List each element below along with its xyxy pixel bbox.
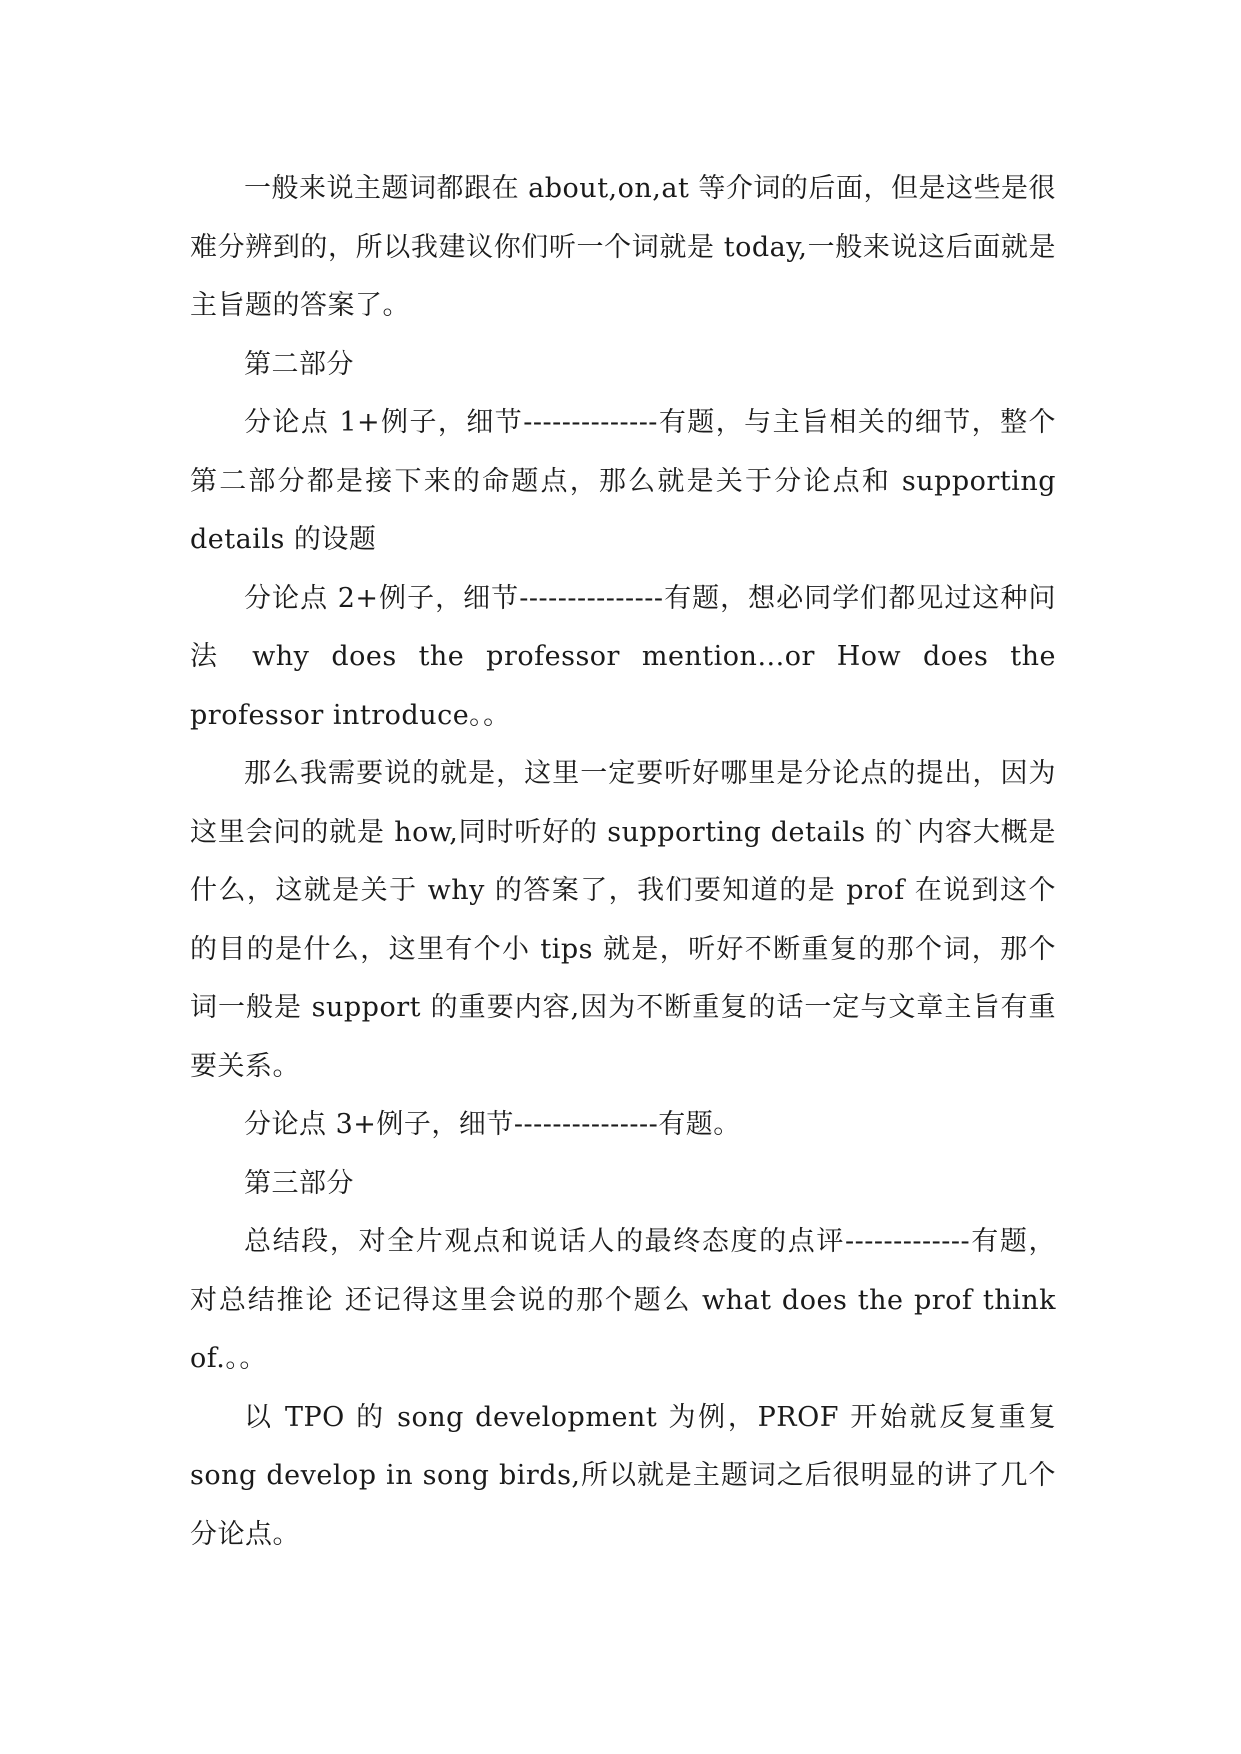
section-heading-part-three: 第三部分 [244,1167,354,1199]
paragraph-example: 以 TPO 的 song development 为例，PROF 开始就反复重复 song develop in song birds,所以就是主题词之后很明显的讲了几个分论点。 [190,1401,1056,1550]
paragraph-summary: 总结段，对全片观点和说话人的最终态度的点评-------------有题，对总结推论 还记得这里会说的那个题么 what does the prof think of.。。 [190,1226,1056,1374]
paragraph-point-two: 分论点 2+例子，细节---------------有题，想必同学们都见过这种问法 why does the professor mention...or How does the professor introduce。。 [190,582,1056,731]
document-body [190,160,1056,1564]
section-heading-part-two: 第二部分 [244,348,354,380]
paragraph-explanation: 那么我需要说的就是，这里一定要听好哪里是分论点的提出，因为这里会问的就是 how,同时听好的 supporting details 的`内容大概是什么，这就是关于 why 的答案了，我们要知道的是 prof 在说到这个的目的是什么，这里有个小 tips 就是，听好不断重复的那个词，那个词一般是 support 的重要内容,因为不断重复的话一定与文章主旨有重要关系。 [190,758,1056,1082]
paragraph-intro: 一般来说主题词都跟在 about,on,at 等介词的后面，但是这些是很难分辨到的，所以我建议你们听一个词就是 today,一般来说这后面就是主旨题的答案了。 [190,173,1056,321]
paragraph-point-three: 分论点 3+例子，细节---------------有题。 [244,1109,741,1140]
paragraph-point-one: 分论点 1+例子，细节--------------有题，与主旨相关的细节，整个第二部分都是接下来的命题点，那么就是关于分论点和 supporting details 的设题 [190,407,1056,555]
